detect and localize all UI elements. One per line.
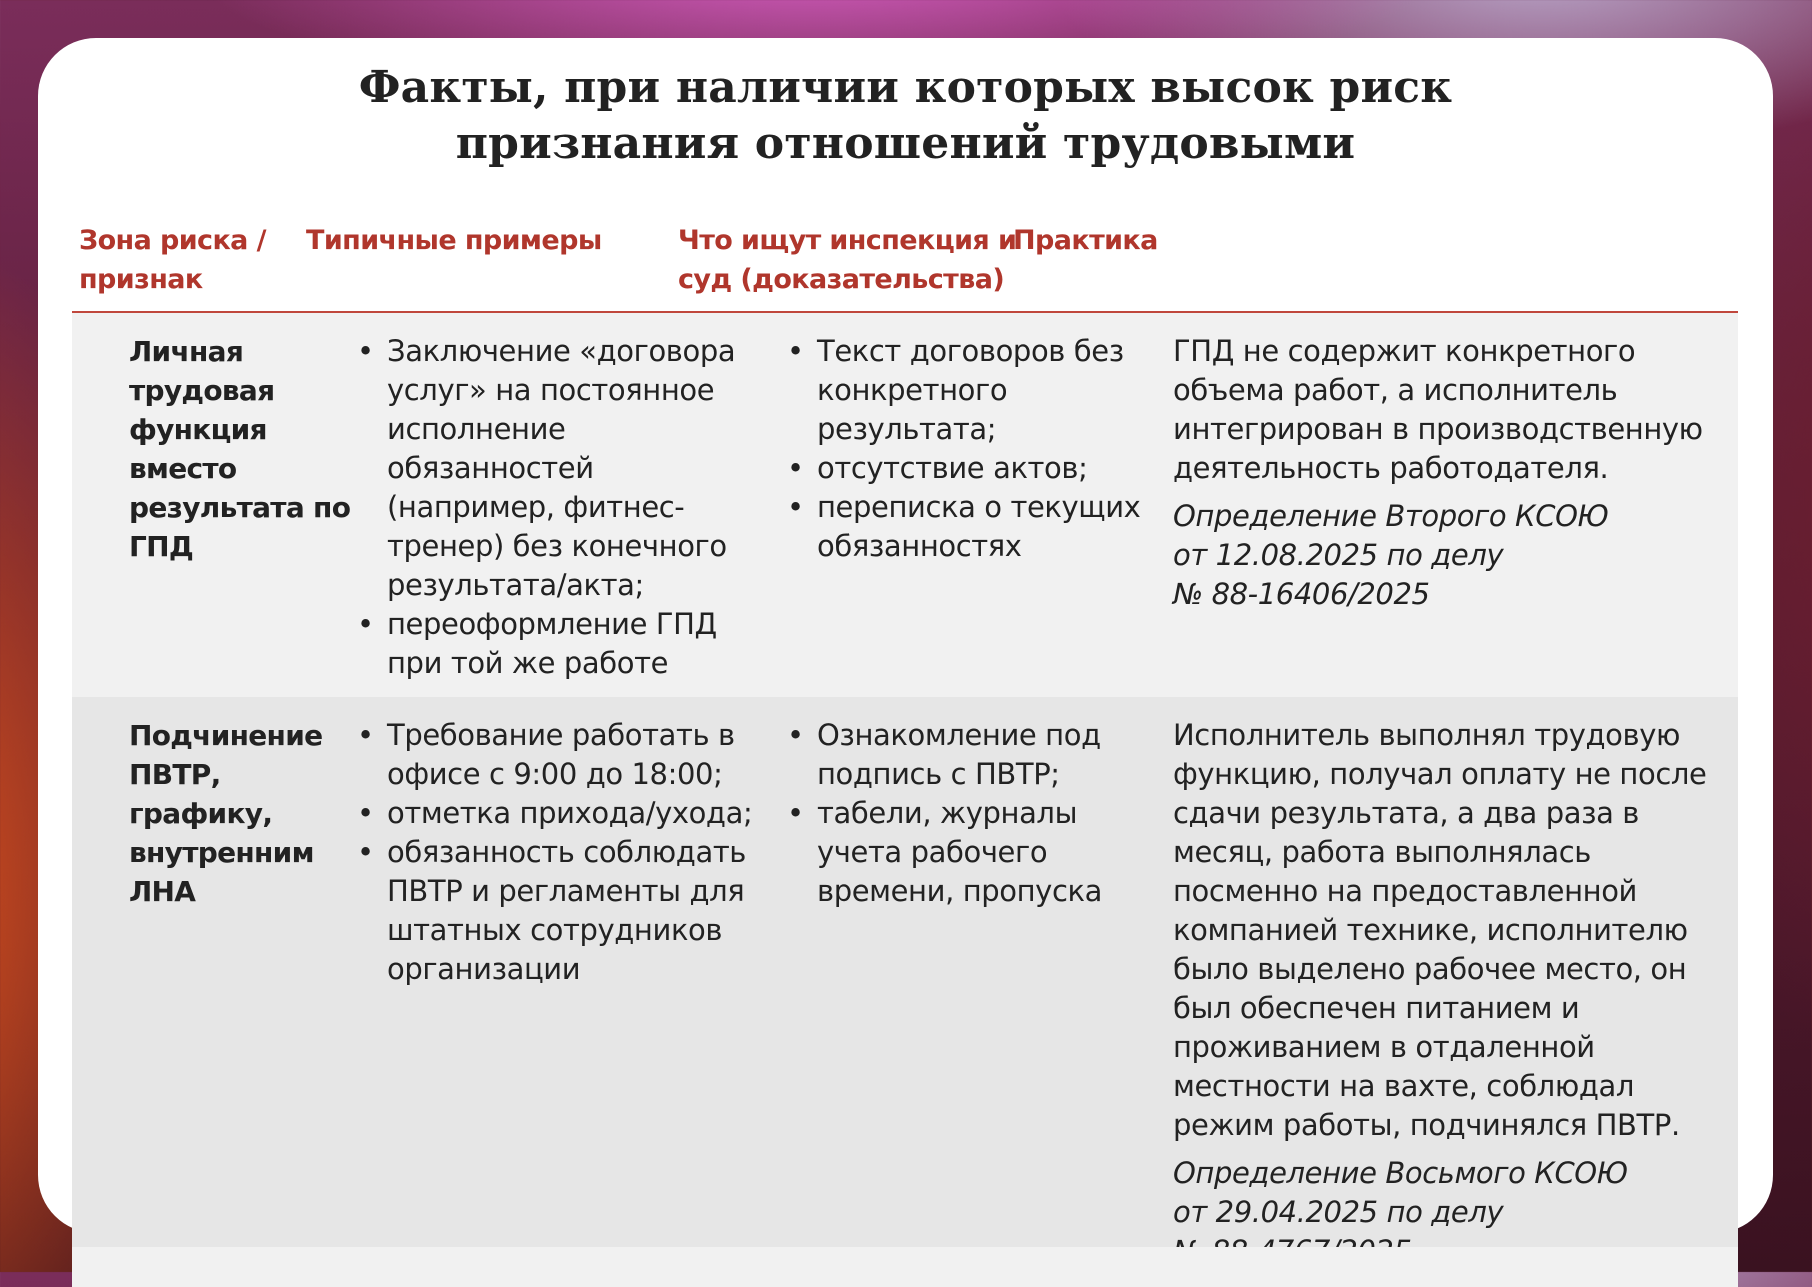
risk-zone-cell: Личная трудовая функция вместо результата по ГПД (129, 335, 351, 563)
column-header-practice: Практика (1013, 225, 1158, 256)
citation-line: от 29.04.2025 по делу (1173, 1195, 1504, 1229)
examples-cell (354, 716, 759, 989)
court-citation (1173, 497, 1733, 614)
list-item: • Ознакомление под подпись с ПВТР; (784, 716, 1164, 794)
evidence-cell (784, 332, 1164, 566)
list-item: • переписка о текущих обязанностях (784, 488, 1164, 566)
practice-text: ГПД не содержит конкретного объема работ, а исполнитель интегрирован в производственную деятельность работодателя. (1173, 334, 1703, 485)
column-header-examples: Типичные примеры (306, 225, 602, 256)
list-item: • отсутствие актов; (784, 449, 1164, 488)
examples-list (354, 332, 759, 683)
practice-cell (1173, 332, 1733, 614)
page-title-line-2: признания отношений трудовыми (455, 118, 1356, 169)
examples-list (354, 716, 759, 989)
list-item: • Заключение «договора услуг» на постоянное исполнение обязанностей (например, фитнес-тренер) без конечного результата/акта; (354, 332, 759, 605)
citation-line: от 12.08.2025 по делу (1173, 538, 1504, 572)
practice-cell (1173, 716, 1733, 1271)
column-header-evidence: Что ищут инспекция и суд (доказательства) (678, 225, 1017, 295)
evidence-cell (784, 716, 1164, 911)
citation-line: Определение Восьмого КСОЮ (1173, 1156, 1628, 1190)
practice-text: Исполнитель выполнял трудовую функцию, получал оплату не после сдачи результата, а два раза в месяц, работа выполнялась посменно на предоставленной компанией технике, исполнителю было выделено рабочее место, он был обеспечен питанием и проживанием в отдаленной местности на вахте, соблюдал режим работы, подчинялся ПВТР. (1173, 718, 1707, 1142)
citation-line: Определение Второго КСОЮ (1173, 499, 1609, 533)
column-header-zone: Зона риска / признак (79, 225, 266, 295)
citation-line: № 88-16406/2025 (1173, 577, 1430, 611)
risk-zone-cell: Подчинение ПВТР, графику, внутренним ЛНА (129, 719, 323, 908)
list-item: • переоформление ГПД при той же работе (354, 605, 759, 683)
list-item: • Требование работать в офисе с 9:00 до 18:00; (354, 716, 759, 794)
table-row (72, 697, 1738, 1247)
evidence-list (784, 332, 1164, 566)
list-item: • Текст договоров без конкретного результата; (784, 332, 1164, 449)
table-row-partial (72, 1247, 1738, 1287)
list-item: • табели, журналы учета рабочего времени, пропуска (784, 794, 1164, 911)
evidence-list (784, 716, 1164, 911)
list-item: • обязанность соблюдать ПВТР и регламенты для штатных сотрудников организации (354, 833, 759, 989)
page-title-line-1: Факты, при наличии которых высок риск (358, 62, 1453, 113)
examples-cell (354, 332, 759, 683)
list-item: • отметка прихода/ухода; (354, 794, 759, 833)
table-row (72, 313, 1738, 697)
document-card (38, 38, 1773, 1233)
page-title (38, 60, 1773, 172)
